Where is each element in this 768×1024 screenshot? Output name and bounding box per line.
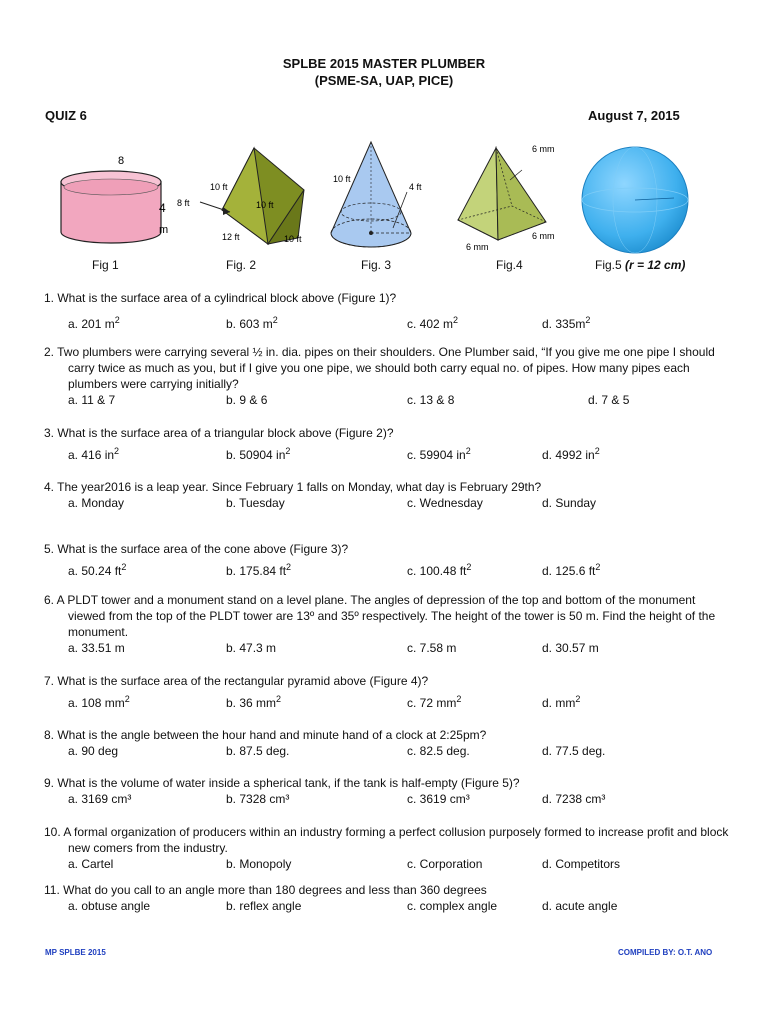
option-d[interactable]: d. 7238 cm³ — [542, 792, 606, 806]
option-b[interactable]: b. 9 & 6 — [226, 393, 268, 407]
option-d[interactable]: d. 30.57 m — [542, 641, 599, 655]
option-a[interactable]: a. 3169 cm³ — [68, 792, 132, 806]
fig5-radius-note: (r = 12 cm) — [625, 258, 686, 272]
question-text: 11. What do you call to an angle more than 180 degrees and less than 360 degrees — [44, 883, 487, 897]
question-3 — [44, 425, 734, 461]
option-d[interactable]: d. $mm^2$ — [542, 694, 581, 710]
fig5-caption — [595, 258, 685, 272]
fig4-label-3: 6 mm — [466, 242, 489, 252]
option-a[interactable]: a. 108 $mm^2$ — [68, 694, 130, 710]
question-text: 1. What is the surface area of a cylindrical block above (Figure 1)? — [44, 291, 397, 305]
option-b[interactable]: b. 50904 $in^2$ — [226, 446, 291, 462]
option-b[interactable]: b. 175.84 $ft^2$ — [226, 562, 292, 578]
option-c[interactable]: c. Wednesday — [407, 496, 483, 510]
fig2-label-1: 10 ft — [210, 182, 228, 192]
option-c[interactable]: c. complex angle — [407, 899, 498, 913]
option-b[interactable]: b. Monopoly — [226, 857, 292, 871]
fig3-label-2: 4 ft — [409, 182, 422, 192]
fig1-caption: Fig 1 — [92, 258, 119, 272]
question-5 — [44, 541, 734, 577]
question-text: 8. What is the angle between the hour hand and minute hand of a clock at 2:25pm? — [44, 728, 487, 742]
option-d[interactable]: d. 4992 $in^2$ — [542, 446, 600, 462]
option-d[interactable]: d. 125.6 $ft^2$ — [542, 562, 601, 578]
option-d[interactable]: d. acute angle — [542, 899, 618, 913]
question-text: 10. A formal organization of producers within an industry forming a perfect collusion purposely formed to increase profit and block new comers from the industry. — [44, 825, 729, 855]
option-b[interactable]: b. 36 $mm^2$ — [226, 694, 282, 710]
option-b[interactable]: b. 87.5 deg. — [226, 744, 290, 758]
quiz-date: August 7, 2015 — [588, 108, 680, 123]
question-11 — [44, 882, 734, 916]
option-c[interactable]: c. 82.5 deg. — [407, 744, 470, 758]
figure-2-triangular-prism — [172, 140, 317, 255]
option-c[interactable]: c. 7.58 m — [407, 641, 457, 655]
footer-left: MP SPLBE 2015 — [45, 948, 106, 957]
option-c[interactable]: c. 72 $mm^2$ — [407, 694, 462, 710]
question-text: 3. What is the surface area of a triangular block above (Figure 2)? — [44, 426, 394, 440]
fig2-label-2: 8 ft — [177, 198, 190, 208]
option-a[interactable]: a. Cartel — [68, 857, 114, 871]
question-6 — [44, 592, 734, 658]
question-8 — [44, 727, 734, 761]
option-d[interactable]: d. 77.5 deg. — [542, 744, 606, 758]
question-10 — [44, 824, 734, 874]
fig4-label-2: 6 mm — [532, 231, 555, 241]
figure-5-sphere — [578, 140, 693, 255]
question-text: 7. What is the surface area of the rectangular pyramid above (Figure 4)? — [44, 674, 429, 688]
fig1-label-top: 8 — [118, 155, 125, 167]
option-d[interactable]: d. $335m^2$ — [542, 315, 591, 331]
question-2 — [44, 344, 734, 410]
figure-3-cone — [325, 140, 435, 255]
option-a[interactable]: a. 33.51 m — [68, 641, 125, 655]
fig2-caption: Fig. 2 — [226, 258, 257, 272]
question-4 — [44, 479, 734, 513]
fig4-caption: Fig.4 — [496, 258, 523, 272]
option-c[interactable]: c. 59904 $in^2$ — [407, 446, 471, 462]
option-b[interactable]: b. 603 $m^2$ — [226, 315, 278, 331]
quiz-label: QUIZ 6 — [45, 108, 87, 123]
option-c[interactable]: c. 402 $m^2$ — [407, 315, 459, 331]
option-d[interactable]: d. 7 & 5 — [588, 393, 630, 407]
fig5-caption-label: Fig.5 — [595, 258, 622, 272]
document-title: SPLBE 2015 MASTER PLUMBER — [282, 56, 486, 71]
fig3-label-1: 10 ft — [333, 174, 351, 184]
figure-1-cylinder — [55, 140, 180, 255]
question-9 — [44, 775, 734, 809]
question-text: 4. The year2016 is a leap year. Since February 1 falls on Monday, what day is February 29th? — [44, 480, 542, 494]
fig3-caption: Fig. 3 — [361, 258, 392, 272]
question-text: 2. Two plumbers were carrying several ½ in. dia. pipes on their shoulders. One Plumber said, “If you give me one pipe I should carry twice as much as you, but if I give you one pipe, we should both carry equal no. of pipes. How many pipes each plumbers were carrying initially? — [44, 345, 715, 391]
option-d[interactable]: d. Sunday — [542, 496, 597, 510]
document-subtitle: (PSME-SA, UAP, PICE) — [314, 73, 454, 88]
option-d[interactable]: d. Competitors — [542, 857, 621, 871]
option-a[interactable]: a. 90 deg — [68, 744, 119, 758]
fig2-label-3: 10 ft — [256, 200, 274, 210]
fig2-label-4: 12 ft — [222, 232, 240, 242]
option-b[interactable]: b. Tuesday — [226, 496, 285, 510]
option-b[interactable]: b. 47.3 m — [226, 641, 277, 655]
option-a[interactable]: a. Monday — [68, 496, 125, 510]
figure-4-pyramid — [450, 140, 565, 255]
option-a[interactable]: a. obtuse angle — [68, 899, 151, 913]
option-c[interactable]: c. 13 & 8 — [407, 393, 455, 407]
option-a[interactable]: a. 11 & 7 — [68, 393, 116, 407]
option-a[interactable]: a. 50.24 $ft^2$ — [68, 562, 127, 578]
option-b[interactable]: b. reflex angle — [226, 899, 302, 913]
footer-right: COMPILED BY: O.T. ANO — [618, 948, 713, 957]
question-text: 6. A PLDT tower and a monument stand on a level plane. The angles of depression of the top and bottom of the monument viewed from the top of the PLDT tower are 13º and 35º respectively. The height of the tower is 50 m. Find the height of the monument. — [44, 593, 716, 639]
option-b[interactable]: b. 7328 cm³ — [226, 792, 290, 806]
option-a[interactable]: a. 201 $m^2$ — [68, 315, 120, 331]
question-text: 9. What is the volume of water inside a spherical tank, if the tank is half-empty (Figure 5)? — [44, 776, 520, 790]
fig2-label-5: 10 ft — [284, 234, 302, 244]
option-c[interactable]: c. Corporation — [407, 857, 483, 871]
option-c[interactable]: c. 100.48 $ft^2$ — [407, 562, 472, 578]
question-text: 5. What is the surface area of the cone above (Figure 3)? — [44, 542, 349, 556]
question-7 — [44, 673, 734, 709]
option-c[interactable]: c. 3619 cm³ — [407, 792, 470, 806]
option-a[interactable]: a. 416 $in^2$ — [68, 446, 120, 462]
question-1 — [44, 290, 734, 330]
fig1-label-side: 4 — [159, 201, 166, 215]
fig1-label-unit: m — [159, 224, 169, 236]
fig4-label-1: 6 mm — [532, 144, 555, 154]
